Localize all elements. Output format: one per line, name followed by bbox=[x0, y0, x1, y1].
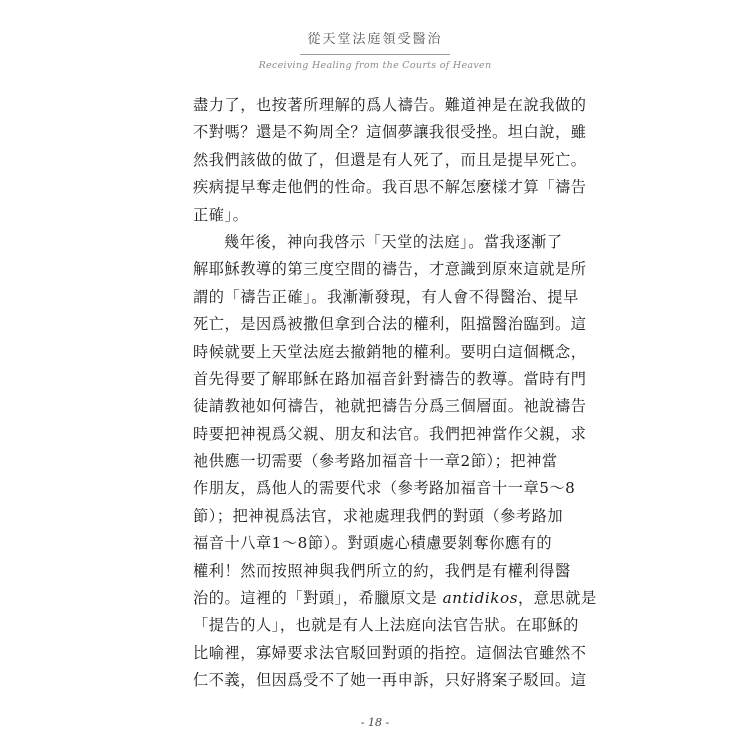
text-line: 作朋友，爲他人的需要代求（參考路加福音十一章5～8 bbox=[193, 479, 576, 498]
line-prefix: 治的。這裡的「對頭」，希臘原文是 bbox=[193, 589, 443, 608]
text-line: 節）；把神視爲法官，求祂處理我們的對頭（參考路加 bbox=[193, 506, 564, 525]
text-line: 疾病提早奪走他們的性命。我百思不解怎麼樣才算「禱告 bbox=[193, 178, 587, 197]
paragraph-start-line: 幾年後，神向我啓示「天堂的法庭」。當我逐漸了 bbox=[224, 232, 563, 251]
text-line: 仁不義，但因爲受不了她一再申訴，只好將案子駁回。這 bbox=[193, 671, 587, 690]
body-text bbox=[193, 92, 597, 695]
text-line: 權利！然而按照神與我們所立的約，我們是有權利得醫 bbox=[193, 561, 571, 580]
text-line: 然我們該做的做了，但還是有人死了，而且是提早死亡。 bbox=[193, 150, 587, 169]
header-divider bbox=[300, 54, 450, 55]
running-header bbox=[0, 28, 750, 71]
book-title: 從天堂法庭領受醫治 bbox=[307, 32, 443, 47]
text-line: 不對嗎？還是不夠周全？這個夢讓我很受挫。坦白說，雖 bbox=[193, 123, 587, 142]
text-line: 正確」。 bbox=[193, 205, 249, 224]
text-line: 盡力了，也按著所理解的爲人禱告。難道神是在說我做的 bbox=[193, 96, 587, 114]
text-line: 謂的「禱告正確」。我漸漸發現，有人會不得醫治、提早 bbox=[193, 287, 579, 306]
text-line: 比喻裡，寡婦要求法官駁回對頭的指控。這個法官雖然不 bbox=[193, 643, 587, 662]
text-line: 福音十八章1～8節）。對頭處心積慮要剝奪你應有的 bbox=[193, 534, 553, 553]
text-line: 時候就要上天堂法庭去撤銷牠的權利。要明白這個概念， bbox=[193, 342, 587, 361]
text-line: 解耶穌教導的第三度空間的禱告，才意識到原來這就是所 bbox=[193, 260, 587, 279]
text-line: 祂供應一切需要（參考路加福音十一章2節）；把神當 bbox=[193, 452, 558, 471]
greek-term: antidikos bbox=[442, 589, 519, 608]
book-subtitle: Receiving Healing from the Courts of Heaven bbox=[258, 60, 492, 71]
page-number: - 18 - bbox=[360, 716, 390, 729]
text-line: 時要把神視爲父親、朋友和法官。我們把神當作父親，求 bbox=[193, 424, 587, 443]
text-line-with-greek-term bbox=[193, 585, 597, 612]
text-line: 「提告的人」，也就是有人上法庭向法官告狀。在耶穌的 bbox=[193, 616, 579, 635]
text-line: 死亡，是因爲被撒但拿到合法的權利，阻擋醫治臨到。這 bbox=[193, 315, 587, 334]
text-line: 首先得要了解耶穌在路加福音針對禱告的教導。當時有門 bbox=[193, 369, 587, 388]
line-suffix: ，意思就是 bbox=[518, 589, 597, 608]
text-line: 徒請教祂如何禱告，祂就把禱告分爲三個層面。祂說禱告 bbox=[193, 397, 587, 416]
